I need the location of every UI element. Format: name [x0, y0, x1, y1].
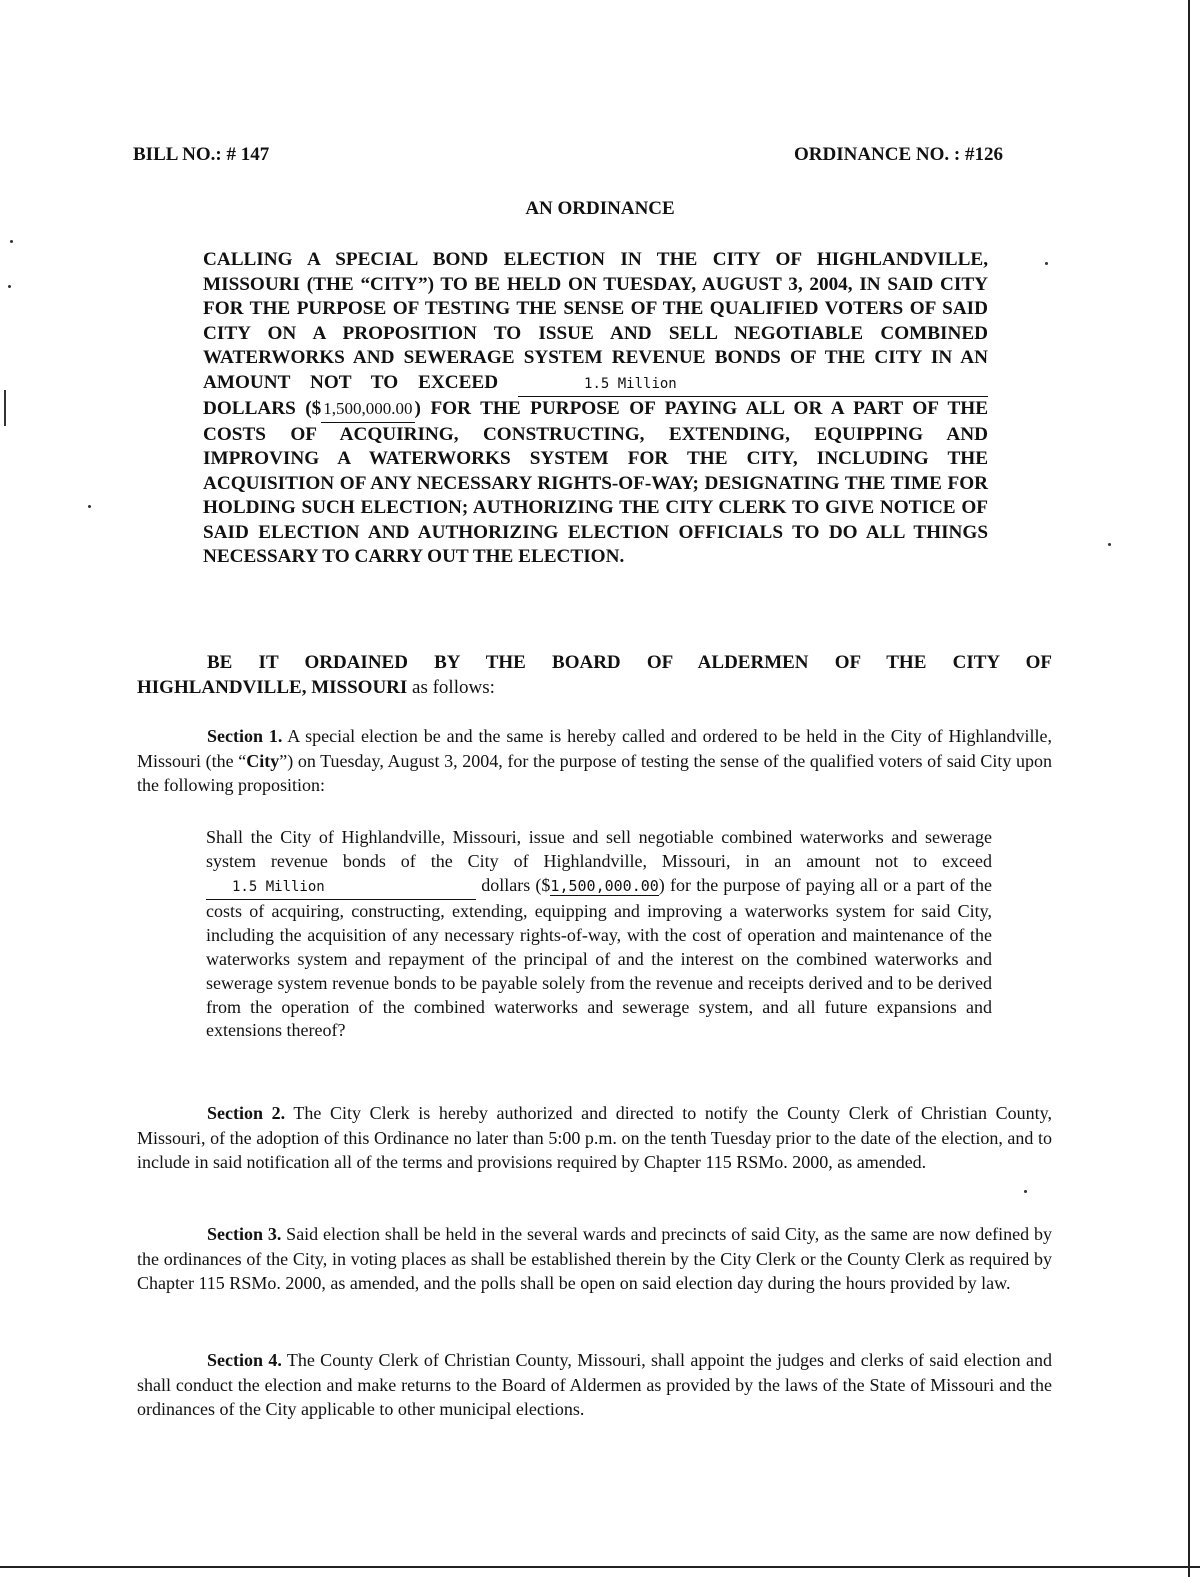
caption-text: CALLING A SPECIAL BOND ELECTION IN THE CITY OF HIGHLANDVILLE, MISSOURI (THE “CITY”) TO BE HELD ON TUESDAY, AUGUST 3, 2004, IN SAID CITY FOR THE PURPOSE OF TESTING THE SENSE OF THE QUALIFIED VOTERS OF SAID CITY ON A PROPOSITION TO ISSUE AND SELL NEGOTIABLE COMBINED WATERWORKS AND SEWERAGE SYSTEM REVENUE BONDS OF THE CITY IN AN AMOUNT NOT TO EXCEED	[203, 249, 988, 393]
section-3	[137, 1222, 1052, 1296]
page-edge-bottom	[0, 1566, 1200, 1568]
section-1-text: A special election be and the same is hereby called and ordered to be held in the City of Highlandville, Missouri (the “	[137, 726, 1052, 771]
bill-number: BILL NO.: # 147	[133, 144, 270, 165]
section-2-label: Section 2.	[207, 1103, 286, 1123]
scan-mark	[4, 390, 6, 426]
scan-speck	[88, 505, 91, 508]
proposition-text: Shall the City of Highlandville, Missouri, issue and sell negotiable combined waterworks and sewerage system revenue bonds of the City of Highlandville, Missouri, in an amount not to exceed	[206, 827, 992, 871]
enacting-clause-city: HIGHLANDVILLE, MISSOURI	[137, 677, 408, 698]
caption-text-continued: ) FOR THE PURPOSE OF PAYING ALL OR A PART OF THE COSTS OF ACQUIRING, CONSTRUCTING, EXTENDING, EQUIPPING AND IMPROVING A WATERWORKS SYSTEM FOR THE CITY, INCLUDING THE ACQUISITION OF ANY NECESSARY RIGHTS-OF-WAY; DESIGNATING THE TIME FOR HOLDING SUCH ELECTION; AUTHORIZING THE CITY CLERK TO GIVE NOTICE OF SAID ELECTION AND AUTHORIZING ELECTION OFFICIALS TO DO ALL THINGS NECESSARY TO CARRY OUT THE ELECTION.	[203, 398, 989, 567]
section-2-text: The City Clerk is hereby authorized and directed to notify the County Clerk of Christian County, Missouri, of the adoption of this Ordinance no later than 5:00 p.m. on the tenth Tuesday prior to the date of the election, and to include in said notification all of the terms and provisions required by Chapter 115 RSMo. 2000, as amended.	[137, 1103, 1052, 1172]
scan-speck	[1045, 262, 1048, 265]
dollars-label: DOLLARS	[203, 398, 296, 419]
section-4-text: The County Clerk of Christian County, Missouri, shall appoint the judges and clerks of said election and shall conduct the election and make returns to the Board of Aldermen as provided by the laws of the State of Missouri and the ordinances of the City applicable to other municipal elections.	[137, 1350, 1052, 1419]
section-1	[137, 724, 1052, 798]
scan-speck	[1108, 543, 1111, 546]
section-2	[137, 1101, 1052, 1175]
section-4-label: Section 4.	[207, 1350, 282, 1370]
section-1-city: City	[246, 750, 280, 771]
ordinance-number: ORDINANCE NO. : #126	[794, 144, 1003, 165]
scan-speck	[8, 285, 11, 288]
section-1-label: Section 1.	[207, 726, 283, 746]
amount-number-blank: 1,500,000.00	[321, 397, 414, 423]
enacting-clause-lead: BE IT ORDAINED BY THE BOARD OF ALDERMEN OF THE CITY OF	[207, 652, 1052, 673]
enacting-clause	[137, 650, 1052, 700]
scan-speck	[1024, 1190, 1027, 1193]
scan-speck	[10, 240, 13, 243]
enacting-clause-tail: as follows:	[407, 677, 495, 698]
ordinance-caption	[203, 248, 988, 570]
proposition-amount-number: 1,500,000.00	[550, 876, 659, 895]
proposition-amount-words: 1.5 Million	[206, 876, 476, 901]
section-3-label: Section 3.	[207, 1224, 282, 1244]
page-edge-right	[1188, 0, 1190, 1577]
proposition-text-dollars: dollars ($	[476, 874, 551, 895]
proposition-text-continued: ) for the purpose of paying all or a part of the costs of acquiring, constructing, extending, equipping and improving a waterworks system for said City, including the acquisition of any necessary rights-of-way, with the cost of operation and maintenance of the waterworks system and repayment of the principal of and the interest on the combined waterworks and sewerage system revenue bonds to be payable solely from the revenue and receipts derived and to be derived from the operation of the combined waterworks and sewerage system, and all future expansions and extensions thereof?	[206, 874, 993, 1041]
amount-words-blank: 1.5 Million	[518, 372, 988, 398]
section-4	[137, 1348, 1052, 1422]
section-1-text-continued: ”) on Tuesday, August 3, 2004, for the purpose of testing the sense of the qualified voters of said City upon the following proposition:	[137, 750, 1053, 795]
document-title: AN ORDINANCE	[525, 198, 675, 219]
ballot-proposition	[206, 826, 992, 1043]
paren-open: ($	[305, 398, 322, 419]
section-3-text: Said election shall be held in the several wards and precincts of said City, as the same are now defined by the ordinances of the City, in voting places as shall be established therein by the City Clerk or the County Clerk as required by Chapter 115 RSMo. 2000, as amended, and the polls shall be open on said election day during the hours provided by law.	[137, 1224, 1053, 1293]
